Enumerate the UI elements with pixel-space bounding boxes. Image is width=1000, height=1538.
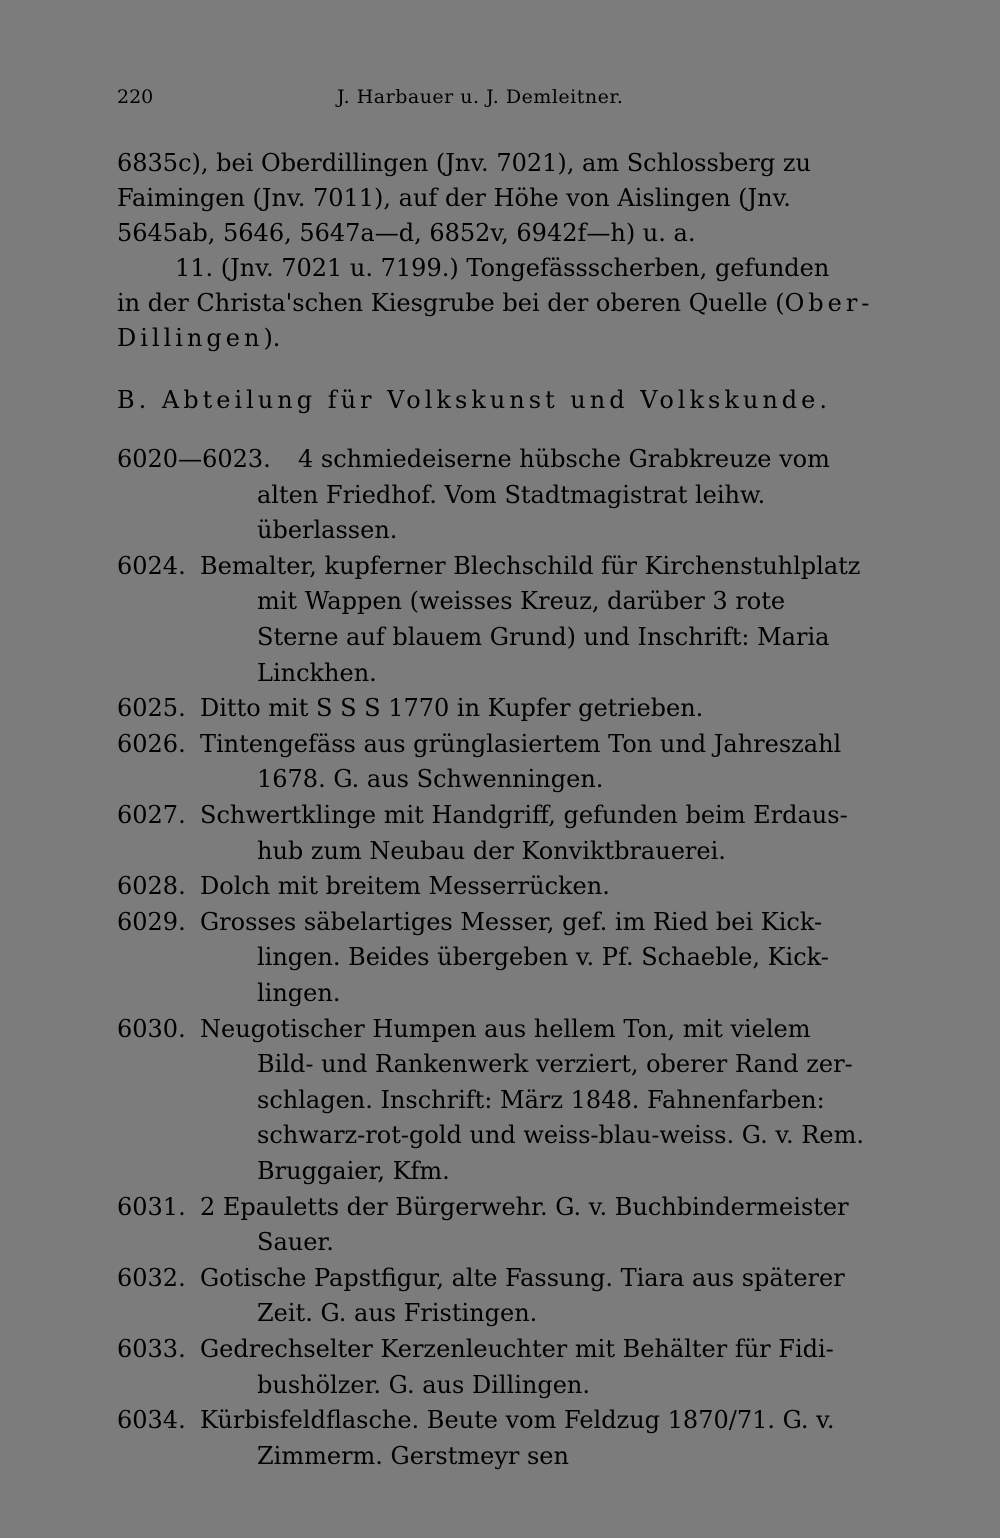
entry-number: 6024. bbox=[117, 552, 186, 580]
entry-number: 6026. bbox=[117, 730, 186, 758]
entry-text-line: Bild- und Rankenwerk verziert, oberer Rand zer- bbox=[257, 1050, 853, 1078]
page-number: 220 bbox=[117, 86, 154, 108]
entry-text-line: Bemalter, kupferner Blechschild für Kirchenstuhlplatz bbox=[200, 552, 861, 580]
entry-text-line: Gotische Papstfigur, alte Fassung. Tiara aus späterer bbox=[200, 1264, 845, 1292]
entry-text-line: schwarz-rot-gold und weiss-blau-weiss. G. v. Rem. bbox=[257, 1121, 864, 1149]
entry-number: 6034. bbox=[117, 1406, 186, 1434]
intro-text: in der Christa'schen Kiesgrube bei der oberen Quelle ( bbox=[117, 289, 785, 317]
entry-text-line: Grosses säbelartiges Messer, gef. im Ried bei Kick- bbox=[200, 908, 823, 936]
entry-number: 6027. bbox=[117, 801, 186, 829]
place-name: Dillingen bbox=[117, 324, 264, 352]
entry-text-line: Gedrechselter Kerzenleuchter mit Behälter für Fidi- bbox=[200, 1335, 834, 1363]
section-letter: B. bbox=[117, 386, 151, 414]
intro-line: 11. (Jnv. 7021 u. 7199.) Tongefässscherben, gefunden bbox=[175, 254, 830, 282]
entry-text-line: Bruggaier, Kfm. bbox=[257, 1157, 450, 1185]
entry-text-line: Zimmerm. Gerstmeyr sen bbox=[257, 1442, 569, 1470]
entry-text-line: Sterne auf blauem Grund) und Inschrift: Maria bbox=[257, 623, 830, 651]
entry-text-line: 4 schmiedeiserne hübsche Grabkreuze vom bbox=[298, 445, 830, 473]
entry-number: 6020—6023. bbox=[117, 445, 271, 473]
entry-text-line: Sauer. bbox=[257, 1228, 334, 1256]
entry-text-line: lingen. bbox=[257, 979, 341, 1007]
place-name: Ober- bbox=[784, 289, 874, 317]
entry-text-line: schlagen. Inschrift: März 1848. Fahnenfarben: bbox=[257, 1086, 825, 1114]
entry-number: 6031. bbox=[117, 1193, 186, 1221]
entry-text-line: Dolch mit breitem Messerrücken. bbox=[200, 872, 610, 900]
entry-number: 6028. bbox=[117, 872, 186, 900]
entry-text-line: mit Wappen (weisses Kreuz, darüber 3 rote bbox=[257, 587, 786, 615]
intro-line: 5645ab, 5646, 5647a—d, 6852v, 6942f—h) u. a. bbox=[117, 219, 696, 247]
entry-text-line: überlassen. bbox=[257, 516, 398, 544]
entry-number: 6029. bbox=[117, 908, 186, 936]
entry-number: 6032. bbox=[117, 1264, 186, 1292]
entry-text-line: 1678. G. aus Schwenningen. bbox=[257, 765, 604, 793]
running-title: J. Harbauer u. J. Demleitner. bbox=[337, 86, 624, 108]
entry-text-line: Schwertklinge mit Handgriff, gefunden beim Erdaus- bbox=[200, 801, 848, 829]
section-heading bbox=[117, 383, 831, 417]
entry-number: 6025. bbox=[117, 694, 186, 722]
entry-text-line: Kürbisfeldflasche. Beute vom Feldzug 1870/71. G. v. bbox=[200, 1406, 835, 1434]
entry-text-line: bushölzer. G. aus Dillingen. bbox=[257, 1371, 590, 1399]
intro-line: 6835c), bei Oberdillingen (Jnv. 7021), am Schlossberg zu bbox=[117, 149, 811, 177]
section-title: Abteilung für Volkskunst und Volkskunde. bbox=[161, 386, 831, 414]
entry-text-line: Ditto mit S S S 1770 in Kupfer getrieben. bbox=[200, 694, 704, 722]
intro-line: Faimingen (Jnv. 7011), auf der Höhe von Aislingen (Jnv. bbox=[117, 184, 791, 212]
intro-line bbox=[117, 321, 280, 355]
entry-text-line: Zeit. G. aus Fristingen. bbox=[257, 1299, 538, 1327]
entry-text-line: Tintengefäss aus grünglasiertem Ton und Jahreszahl bbox=[200, 730, 842, 758]
entry-text-line: 2 Epauletts der Bürgerwehr. G. v. Buchbindermeister bbox=[200, 1193, 849, 1221]
entry-text-line: lingen. Beides übergeben v. Pf. Schaeble, Kick- bbox=[257, 943, 829, 971]
intro-line bbox=[117, 286, 873, 320]
intro-text: ). bbox=[263, 324, 281, 352]
page-header bbox=[117, 86, 887, 116]
entry-text-line: Neugotischer Humpen aus hellem Ton, mit vielem bbox=[200, 1015, 811, 1043]
entry-text-line: Linckhen. bbox=[257, 659, 377, 687]
entry-number: 6033. bbox=[117, 1335, 186, 1363]
entry-number: 6030. bbox=[117, 1015, 186, 1043]
entry-text-line: hub zum Neubau der Konviktbrauerei. bbox=[257, 837, 726, 865]
entry-text-line: alten Friedhof. Vom Stadtmagistrat leihw. bbox=[257, 481, 766, 509]
